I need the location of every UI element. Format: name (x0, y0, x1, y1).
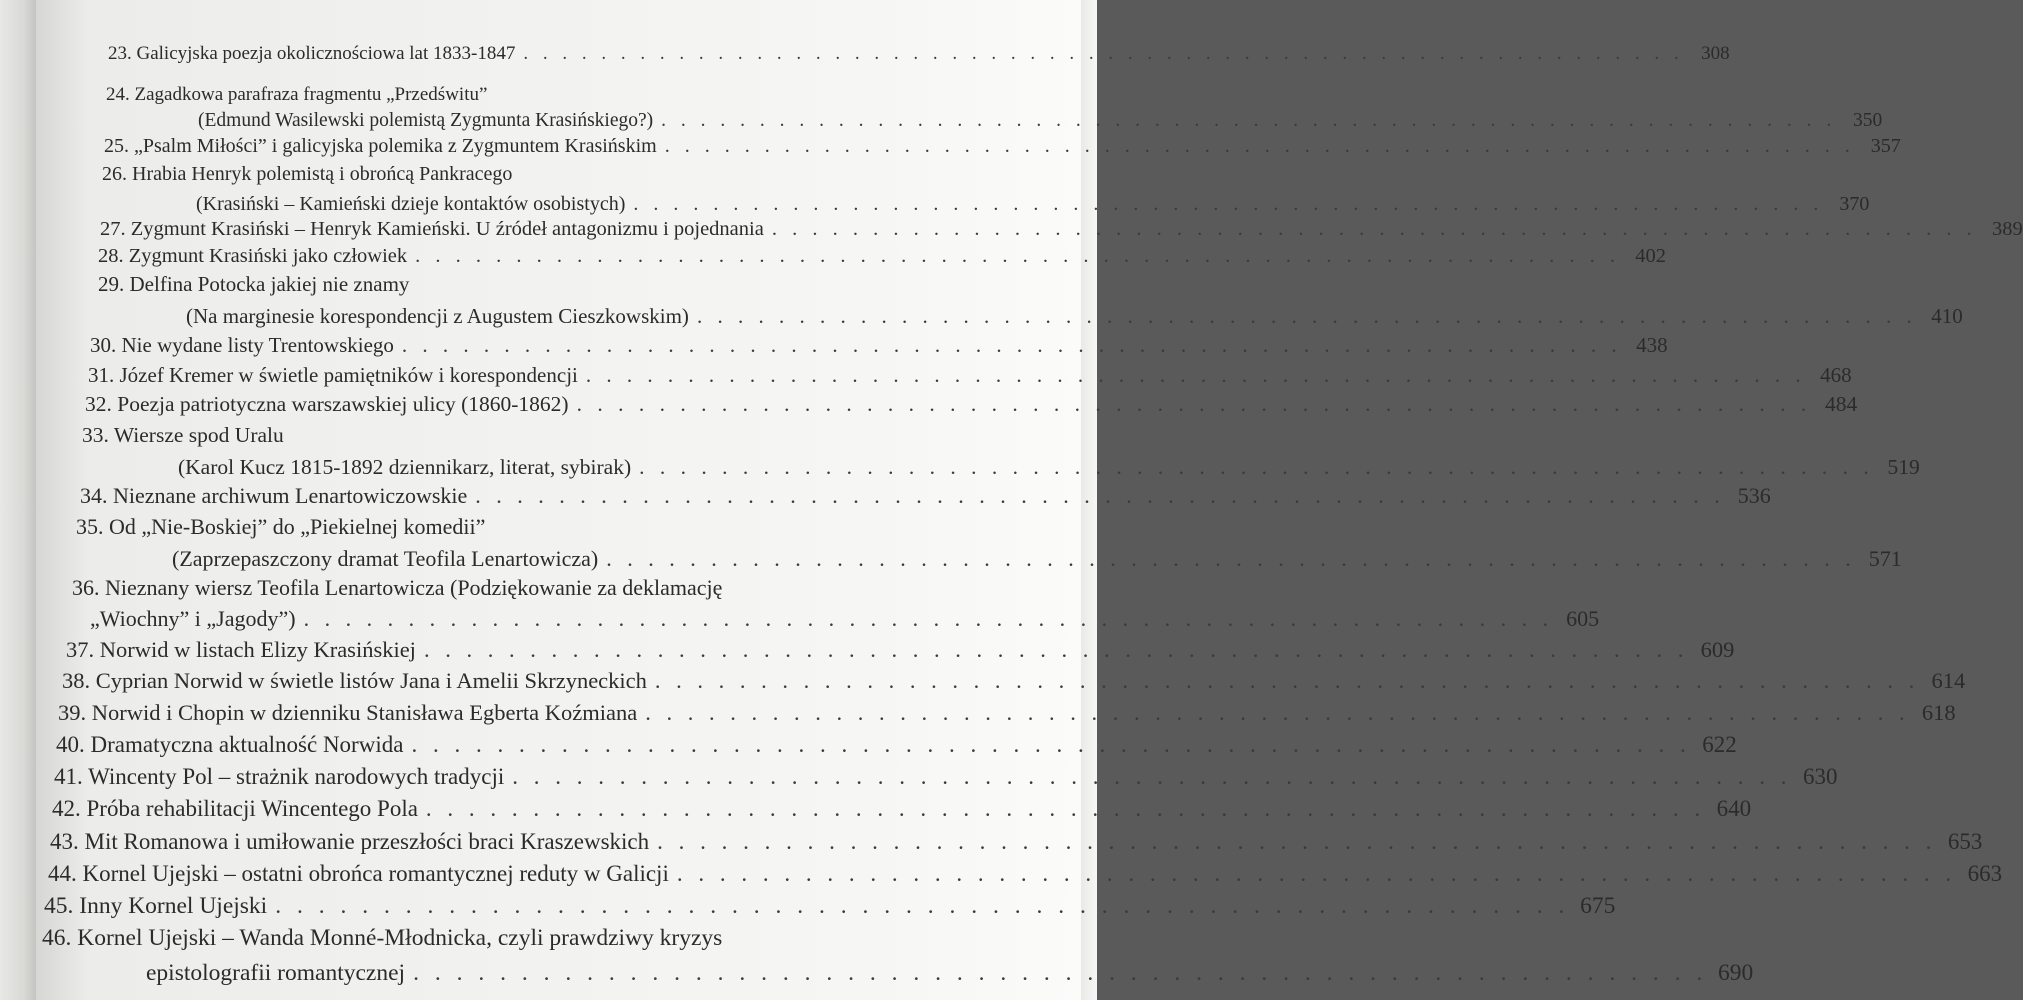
leader-dots: . . . . . . . . . . . . . . . . . . . . . . . . . . . . . . . . . . . . . . . . . . . . . . . . . . . . . . . . . . . . (523, 43, 1684, 64)
toc-page-number: 618 (1921, 700, 1956, 725)
toc-entry (172, 546, 1902, 572)
toc-page-number: 519 (1887, 455, 1920, 479)
leader-dots: . . . . . . . . . . . . . . . . . . . . . . . . . . . . . . . . . . . . . . . . . . . . . . . . . . . . . . . . . . . . (275, 893, 1570, 919)
toc-entry-title: 29. Delfina Potocka jakiej nie znamy (98, 272, 410, 296)
leader-dots: . . . . . . . . . . . . . . . . . . . . . . . . . . . . . . . . . . . . . . . . . . . . . . . . . . . . . . . . . . . . (664, 135, 1855, 157)
toc-entry-title: 31. Józef Kremer w świetle pamiętników i korespondencji (88, 363, 578, 387)
toc-page-number: 350 (1853, 110, 1883, 131)
toc-entry (54, 764, 1838, 790)
toc-page-number: 605 (1566, 606, 1600, 631)
toc-page-number: 438 (1636, 333, 1668, 357)
toc-page-number: 410 (1931, 304, 1963, 328)
toc-page-number: 630 (1803, 764, 1838, 789)
toc-page-number: 675 (1580, 893, 1616, 919)
toc-entry-title: 40. Dramatyczna aktualność Norwida (56, 732, 404, 757)
toc-page-number: 653 (1947, 829, 1983, 854)
toc-page-number: 389 (1991, 218, 2023, 240)
toc-entry-title: epistolografii romantycznej (146, 960, 406, 986)
toc-entry (56, 732, 1737, 758)
toc-entry (108, 43, 1730, 65)
toc-entry (178, 455, 1920, 480)
toc-page-number: 663 (1967, 861, 2003, 886)
toc-entry (80, 483, 1771, 509)
toc-entry (196, 193, 1870, 216)
toc-entry-heading (82, 423, 946, 448)
leader-dots: . . . . . . . . . . . . . . . . . . . . . . . . . . . . . . . . . . . . . . . . . . . . . . . . . . . . . . . . . . . . (676, 861, 1957, 886)
toc-entry-title: (Karol Kucz 1815-1892 dziennikarz, literat, sybirak) (178, 455, 632, 479)
toc-entry-heading (76, 514, 946, 540)
leader-dots: . . . . . . . . . . . . . . . . . . . . . . . . . . . . . . . . . . . . . . . . . . . . . . . . . . . . . . . . . . . . (475, 483, 1725, 508)
toc-entry-title: „Wiochny” i „Jagody”) (90, 606, 296, 631)
leader-dots: . . . . . . . . . . . . . . . . . . . . . . . . . . . . . . . . . . . . . . . . . . . . . . . . . . . . . . . . . . . . (576, 392, 1812, 416)
toc-entry-title: 38. Cyprian Norwid w świetle listów Jana i Amelii Skrzyneckich (62, 668, 647, 693)
toc-page-number: 536 (1737, 483, 1771, 508)
toc-entry-title: 28. Zygmunt Krasiński jako człowiek (98, 245, 408, 267)
toc-entry (90, 333, 1668, 358)
toc-entry (88, 363, 1852, 388)
toc-entry (50, 829, 1983, 855)
leader-dots: . . . . . . . . . . . . . . . . . . . . . . . . . . . . . . . . . . . . . . . . . . . . . . . . . . . . . . . . . . . . (585, 363, 1806, 387)
toc-entry (58, 700, 1956, 726)
toc-entry-title: 42. Próba rehabilitacji Wincentego Pola (52, 796, 418, 821)
toc-page-number: 690 (1717, 960, 1754, 986)
toc-entry-title: 39. Norwid i Chopin w dzienniku Stanisława Egberta Koźmiana (58, 700, 638, 725)
leader-dots: . . . . . . . . . . . . . . . . . . . . . . . . . . . . . . . . . . . . . . . . . . . . . . . . . . . . . . . . . . . . (425, 796, 1706, 821)
leader-dots: . . . . . . . . . . . . . . . . . . . . . . . . . . . . . . . . . . . . . . . . . . . . . . . . . . . . . . . . . . . . (423, 637, 1689, 662)
toc-entry (100, 218, 2023, 241)
toc-entry-title: 27. Zygmunt Krasiński – Henryk Kamieński. U źródeł antagonizmu i pojednania (100, 218, 764, 240)
toc-page-number: 402 (1635, 245, 1667, 267)
toc-entry-title: 26. Hrabia Henryk polemistą i obrońcą Pankracego (102, 163, 513, 185)
toc-page-number: 357 (1870, 135, 1901, 157)
toc-page-number: 571 (1868, 546, 1902, 571)
toc-entry (98, 245, 1667, 268)
leader-dots: . . . . . . . . . . . . . . . . . . . . . . . . . . . . . . . . . . . . . . . . . . . . . . . . . . . . . . . . . . . . (606, 546, 1856, 571)
toc-entry-title: 37. Norwid w listach Elizy Krasińskiej (66, 637, 416, 662)
toc-entry-title: 45. Inny Kornel Ujejski (44, 893, 268, 919)
toc-entry-title: (Zaprzepaszczony dramat Teofila Lenartowicza) (172, 546, 599, 571)
leader-dots: . . . . . . . . . . . . . . . . . . . . . . . . . . . . . . . . . . . . . . . . . . . . . . . . . . . . . . . . . . . . (639, 455, 1874, 479)
toc-entry-title: 43. Mit Romanowa i umiłowanie przeszłości braci Kraszewskich (50, 829, 650, 854)
leader-dots: . . . . . . . . . . . . . . . . . . . . . . . . . . . . . . . . . . . . . . . . . . . . . . . . . . . . . . . . . . . . (415, 245, 1621, 267)
leader-dots: . . . . . . . . . . . . . . . . . . . . . . . . . . . . . . . . . . . . . . . . . . . . . . . . . . . . . . . . . . . . (661, 110, 1837, 131)
toc-entry (186, 304, 1963, 329)
toc-entry-title: 30. Nie wydane listy Trentowskiego (90, 333, 394, 357)
toc-entry-title: 23. Galicyjska poezja okolicznościowa lat 1833-1847 (108, 43, 516, 64)
leader-dots: . . . . . . . . . . . . . . . . . . . . . . . . . . . . . . . . . . . . . . . . . . . . . . . . . . . . . . . . . . . . (401, 333, 1622, 357)
toc-entry-title: (Krasiński – Kamieński dzieje kontaktów osobistych) (196, 193, 626, 215)
leader-dots: . . . . . . . . . . . . . . . . . . . . . . . . . . . . . . . . . . . . . . . . . . . . . . . . . . . . . . . . . . . . (413, 960, 1708, 986)
toc-entry (48, 861, 2003, 887)
toc-page-number: 622 (1702, 732, 1737, 757)
toc-entry-heading (102, 163, 943, 186)
toc-entry (66, 637, 1735, 663)
toc-page-number: 614 (1931, 668, 1966, 693)
toc-entry-title: 32. Poezja patriotyczna warszawskiej ulicy (1860-1862) (85, 392, 569, 416)
toc-entry-title: 25. „Psalm Miłości” i galicyjska polemika z Zygmuntem Krasińskim (104, 135, 657, 157)
toc-entry-title: 41. Wincenty Pol – strażnik narodowych tradycji (54, 764, 505, 789)
toc-entry (198, 110, 1883, 132)
toc-entry-heading (72, 575, 947, 601)
leader-dots: . . . . . . . . . . . . . . . . . . . . . . . . . . . . . . . . . . . . . . . . . . . . . . . . . . . . . . . . . . . . (512, 764, 1792, 789)
toc-entry-title: (Edmund Wasilewski polemistą Zygmunta Krasińskiego?) (198, 110, 654, 131)
leader-dots: . . . . . . . . . . . . . . . . . . . . . . . . . . . . . . . . . . . . . . . . . . . . . . . . . . . . . . . . . . . . (657, 829, 1937, 854)
leader-dots: . . . . . . . . . . . . . . . . . . . . . . . . . . . . . . . . . . . . . . . . . . . . . . . . . . . . . . . . . . . . (696, 304, 1917, 328)
toc-entry-title: 34. Nieznane archiwum Lenartowiczowskie (80, 483, 468, 508)
toc-entry (52, 796, 1752, 822)
toc-entry-title: 44. Kornel Ujejski – ostatni obrońca romantycznej reduty w Galicji (48, 861, 669, 886)
toc-page-number: 308 (1701, 43, 1730, 64)
toc-page-number: 484 (1824, 392, 1858, 416)
toc-entry-heading (98, 272, 943, 297)
toc-page-number: 468 (1820, 363, 1852, 387)
toc-entry-title: 46. Kornel Ujejski – Wanda Monné-Młodnicka, czyli prawdziwy kryzys (42, 925, 723, 951)
toc-entry-title: 35. Od „Nie-Boskiej” do „Piekielnej komedii” (76, 514, 486, 539)
toc-page-number: 609 (1700, 637, 1735, 662)
toc-entry-heading (42, 925, 956, 952)
toc-entry-title: 24. Zagadkowa parafraza fragmentu „Przedświtu” (106, 84, 488, 105)
toc-entry (62, 668, 1966, 694)
toc-page-number: 640 (1716, 796, 1752, 821)
leader-dots: . . . . . . . . . . . . . . . . . . . . . . . . . . . . . . . . . . . . . . . . . . . . . . . . . . . . . . . . . . . . (633, 193, 1824, 215)
toc-entry-title: (Na marginesie korespondencji z Augustem Cieszkowskim) (186, 304, 689, 328)
toc-entry-title: 33. Wiersze spod Uralu (82, 423, 284, 447)
toc-entry (104, 135, 1901, 158)
toc-entry (146, 960, 1754, 987)
toc-entry-heading (106, 84, 944, 106)
toc-entry-title: 36. Nieznany wiersz Teofila Lenartowicza (Podziękowanie za deklamację (72, 575, 723, 600)
toc-entry (90, 606, 1600, 632)
leader-dots: . . . . . . . . . . . . . . . . . . . . . . . . . . . . . . . . . . . . . . . . . . . . . . . . . . . . . . . . . . . . (645, 700, 1910, 725)
leader-dots: . . . . . . . . . . . . . . . . . . . . . . . . . . . . . . . . . . . . . . . . . . . . . . . . . . . . . . . . . . . . (771, 218, 1977, 240)
toc-entry (85, 392, 1858, 417)
leader-dots: . . . . . . . . . . . . . . . . . . . . . . . . . . . . . . . . . . . . . . . . . . . . . . . . . . . . . . . . . . . . (411, 732, 1691, 757)
toc-page-number: 370 (1839, 193, 1870, 215)
leader-dots: . . . . . . . . . . . . . . . . . . . . . . . . . . . . . . . . . . . . . . . . . . . . . . . . . . . . . . . . . . . . (303, 606, 1554, 631)
toc-entry (44, 893, 1616, 920)
leader-dots: . . . . . . . . . . . . . . . . . . . . . . . . . . . . . . . . . . . . . . . . . . . . . . . . . . . . . . . . . . . . (654, 668, 1920, 693)
